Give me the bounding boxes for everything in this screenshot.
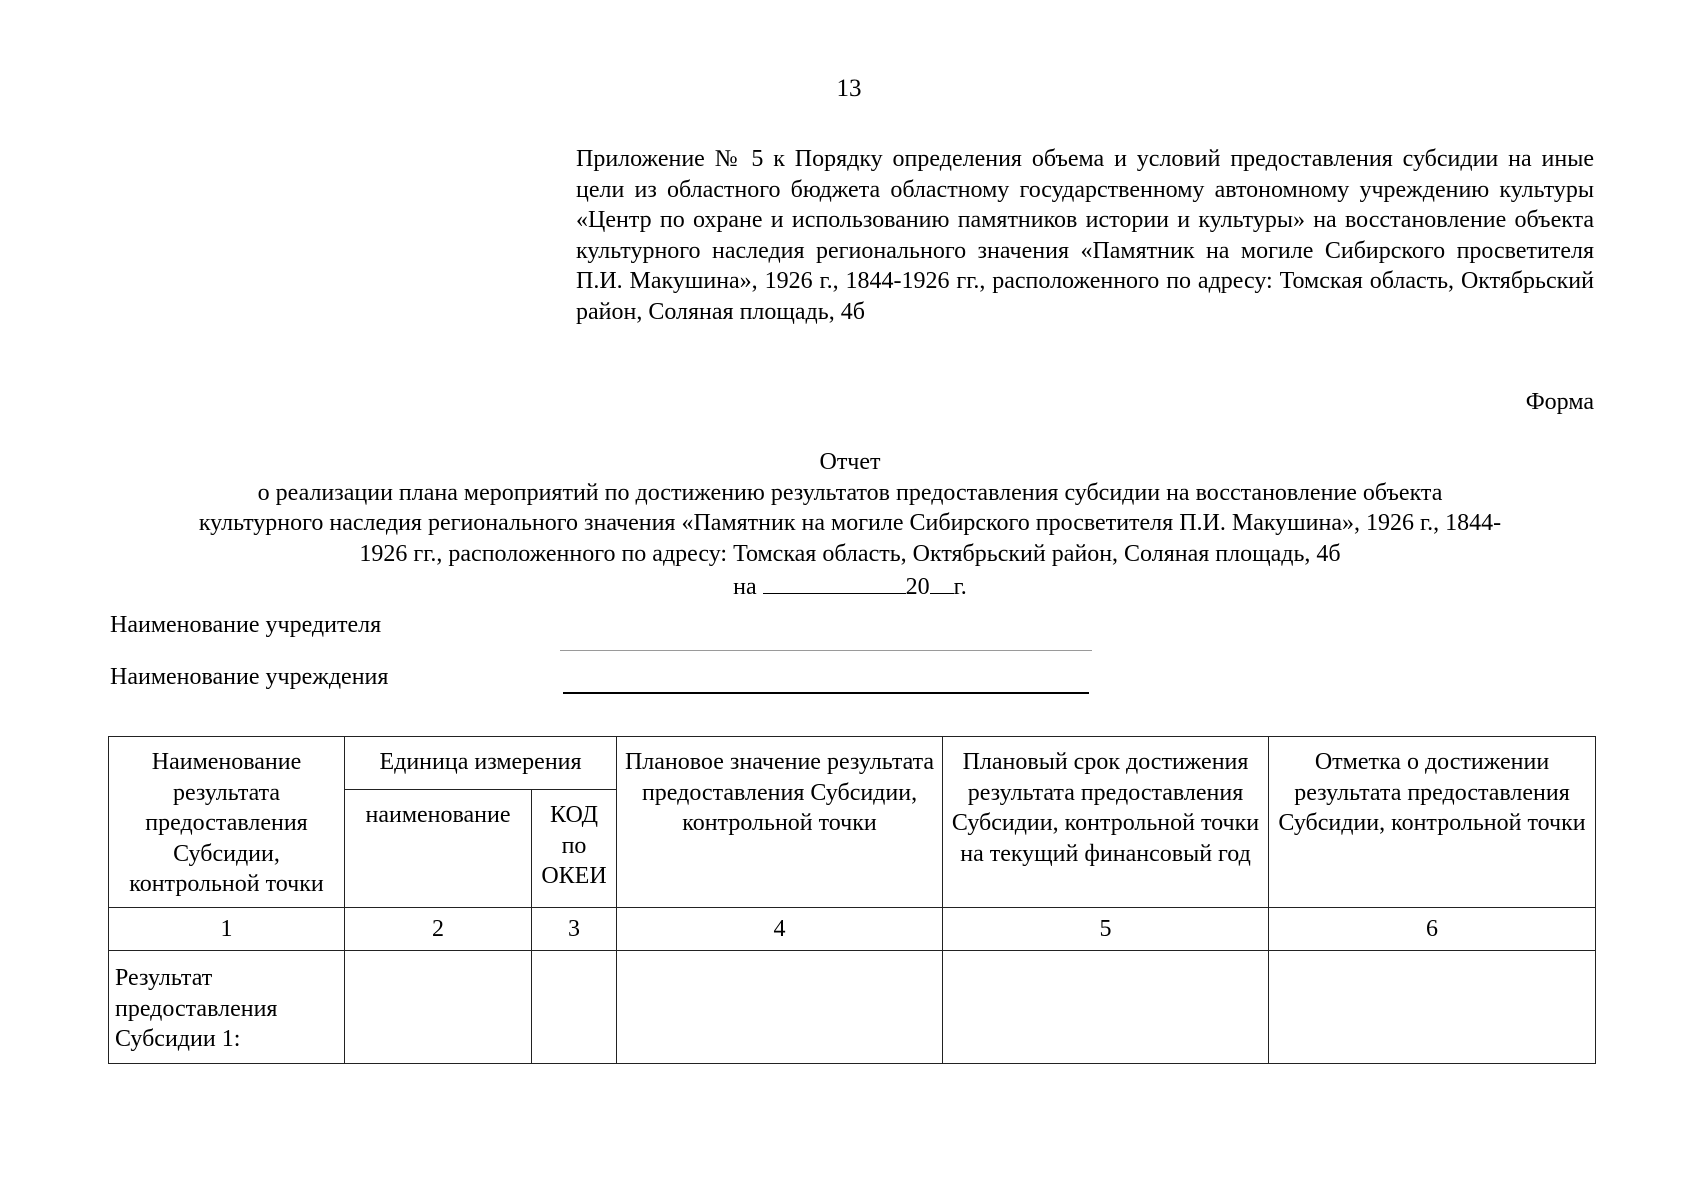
header-planned-deadline: Плановый срок достижения результата предоставления Субсидии, контрольной точки на текущий финансовый год [943, 737, 1269, 908]
founder-input-line[interactable] [560, 650, 1092, 651]
appendix-note: Приложение № 5 к Порядку определения объема и условий предоставления субсидии на иные цели из областного бюджета областному государственному автономному учреждению культуры «Центр по охране и использованию памятников истории и культуры» на восстановление объекта культурного наследия регионального значения «Памятник на могиле Сибирского просветителя П.И. Макушина», 1926 г., 1844-1926 гг., расположенного по адресу: Томская область, Октябрьский район, Соляная площадь, 4б [576, 146, 1594, 325]
planned-deadline-cell[interactable] [943, 951, 1269, 1064]
header-achievement-mark: Отметка о достижении результата предоставления Субсидии, контрольной точки [1269, 737, 1596, 908]
report-subtitle-line-2: культурного наследия регионального значения «Памятник на могиле Сибирского просветителя П.И. Макушина», 1926 г., 1844- [198, 510, 1502, 536]
report-title: Отчет [819, 449, 881, 475]
report-date-blank[interactable] [763, 569, 906, 594]
column-number: 6 [1269, 908, 1596, 951]
table-number-row [109, 908, 1596, 951]
unit-code-cell[interactable] [532, 951, 617, 1064]
column-number: 5 [943, 908, 1269, 951]
header-unit-group: Единица измерения [345, 737, 617, 790]
achievement-mark-cell[interactable] [1269, 951, 1596, 1064]
institution-input-line[interactable] [563, 692, 1089, 694]
page-number: 13 [836, 75, 862, 102]
founder-label: Наименование учредителя [110, 612, 382, 638]
header-unit-name: наименование [345, 790, 532, 908]
column-number: 4 [617, 908, 943, 951]
report-year-blank[interactable] [930, 569, 954, 594]
form-label: Форма [1525, 389, 1594, 415]
header-unit-code: КОД по ОКЕИ [532, 790, 617, 908]
header-planned-value: Плановое значение результата предоставления Субсидии, контрольной точки [617, 737, 943, 908]
column-number: 2 [345, 908, 532, 951]
report-table [108, 736, 1596, 1064]
report-date-line [110, 569, 1590, 603]
table-row [109, 951, 1596, 1064]
table-header-row [109, 737, 1596, 790]
report-date-year-prefix: 20 [905, 574, 930, 600]
report-subtitle-line-3: 1926 гг., расположенного по адресу: Томская область, Октябрьский район, Соляная площадь, 4б [359, 540, 1341, 567]
column-number: 3 [532, 908, 617, 951]
report-date-prefix: на [733, 574, 757, 600]
report-subtitle-line-1: о реализации плана мероприятий по достижению результатов предоставления субсидии на восстановление объекта [257, 479, 1443, 506]
report-title-block [110, 447, 1590, 603]
header-result-name: Наименование результата предоставления Субсидии, контрольной точки [109, 737, 345, 908]
result-label-cell: Результат предоставления Субсидии 1: [109, 951, 345, 1064]
planned-value-cell[interactable] [617, 951, 943, 1064]
report-date-suffix: г. [953, 574, 967, 600]
column-number: 1 [109, 908, 345, 951]
institution-label: Наименование учреждения [110, 664, 389, 690]
unit-name-cell[interactable] [345, 951, 532, 1064]
